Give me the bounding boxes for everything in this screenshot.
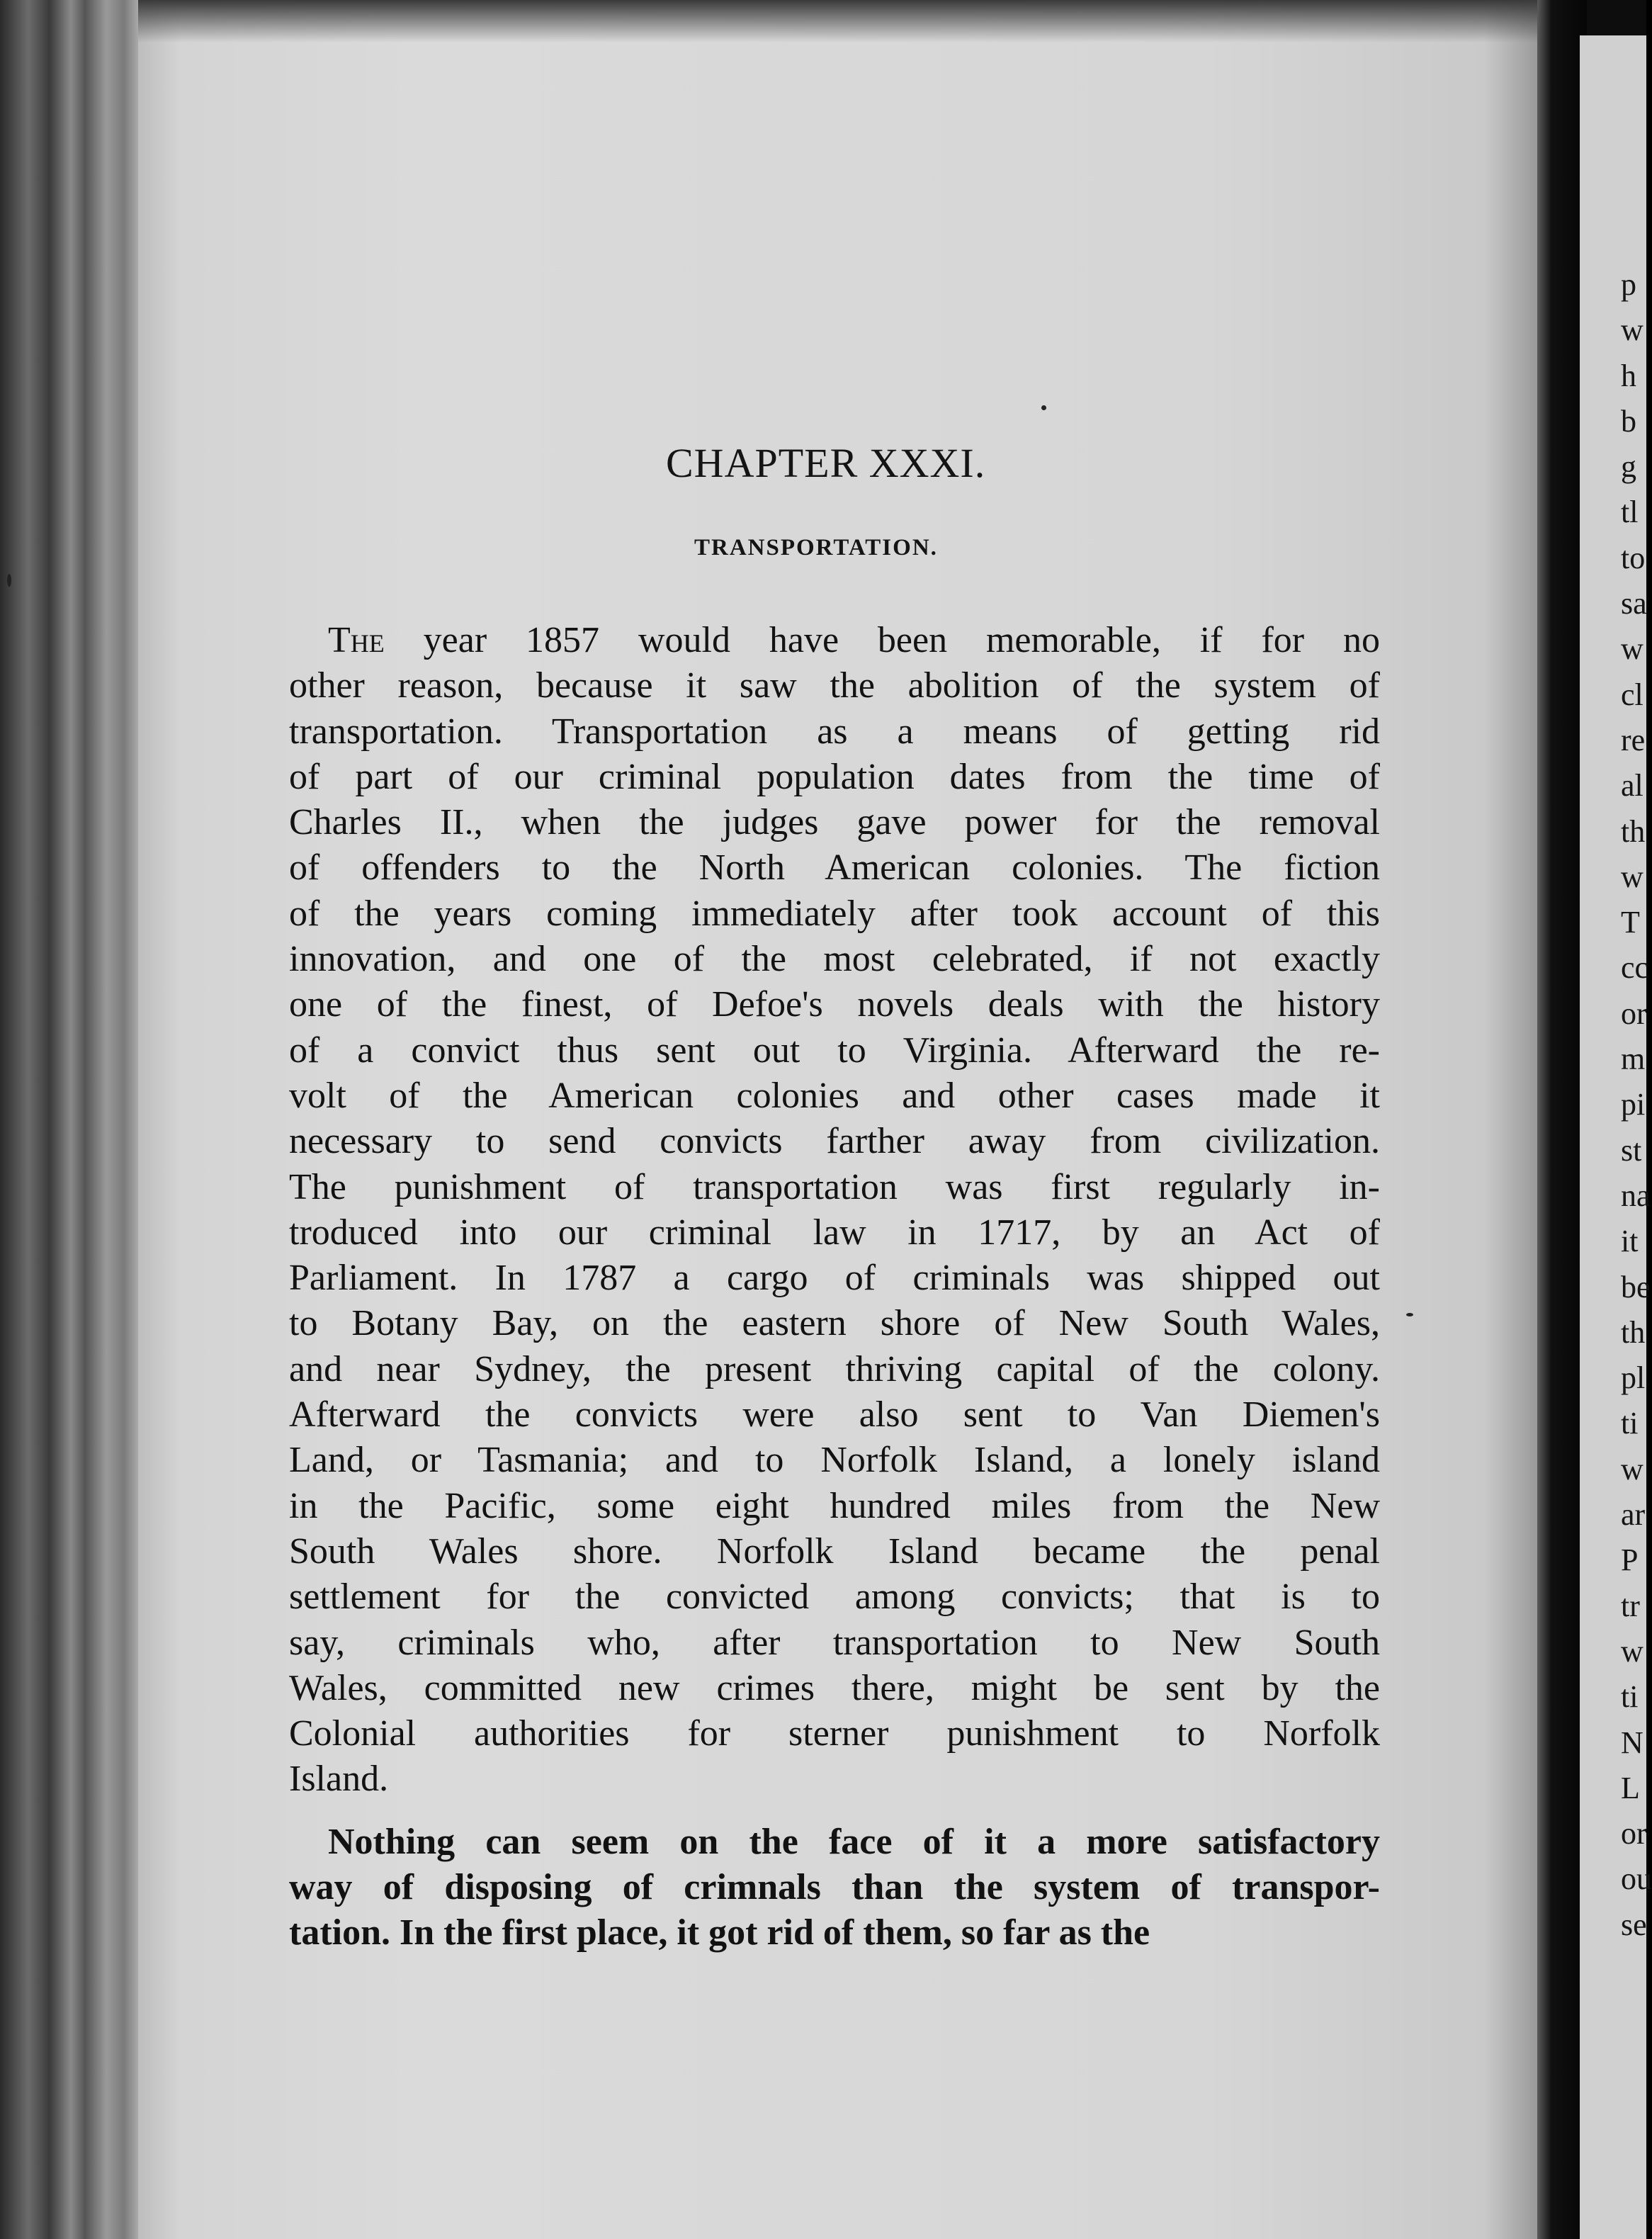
text-line: of part of our criminal population dates from the time of <box>289 756 1380 797</box>
text-line: Land, or Tasmania; and to Norfolk Island, a lonely island <box>289 1440 1380 1481</box>
text-line: settlement for the convicted among convicts; that is to <box>289 1577 1380 1618</box>
text-line: other reason, because it saw the abolition of the system of <box>289 665 1380 706</box>
text-line: The punishment of transportation was first regularly in- <box>289 1166 1380 1207</box>
text-line: Afterward the convicts were also sent to Van Diemen's <box>289 1394 1380 1436</box>
facing-page-fragment: pi <box>1621 1087 1646 1122</box>
ink-speck <box>1406 1313 1413 1316</box>
text-line: transportation. Transportation as a means of getting rid <box>289 711 1380 752</box>
section-title: TRANSPORTATION. <box>694 535 938 560</box>
facing-page-fragment: T <box>1621 905 1640 940</box>
facing-page-fragment: cc <box>1621 950 1649 986</box>
facing-page-fragment: se <box>1621 1907 1647 1942</box>
facing-page-fragment: re <box>1621 722 1646 757</box>
text-line: in the Pacific, some eight hundred miles from the New <box>289 1485 1380 1526</box>
facing-page-fragment: ar <box>1621 1497 1646 1533</box>
text-line: to Botany Bay, on the eastern shore of New South Wales, <box>289 1303 1380 1344</box>
body-text <box>289 618 1380 1956</box>
facing-page-fragment: sa <box>1621 586 1647 621</box>
text-line: Island. <box>289 1759 389 1800</box>
text-line: innovation, and one of the most celebrated, if not exactly <box>289 939 1380 980</box>
paragraph-1 <box>289 618 1380 1803</box>
text-line: volt of the American colonies and other cases made it <box>289 1075 1380 1116</box>
paragraph-2 <box>289 1820 1380 1956</box>
facing-page-fragment: g <box>1621 449 1636 485</box>
ink-speck <box>1041 405 1046 410</box>
text-line: Wales, committed new crimes there, might be sent by the <box>289 1667 1380 1708</box>
text-line: South Wales shore. Norfolk Island became the penal <box>289 1530 1380 1572</box>
text-line: of a convict thus sent out to Virginia. Afterward the re- <box>289 1030 1380 1071</box>
text-line: Charles II., when the judges gave power for the removal <box>289 802 1380 843</box>
text-line: of offenders to the North American colonies. The fiction <box>289 847 1380 889</box>
paragraph-gap <box>289 1803 1380 1820</box>
facing-page-fragment: L <box>1621 1770 1640 1805</box>
facing-page-fragment: or <box>1621 996 1647 1031</box>
text-line: necessary to send convicts farther away from civilization. <box>289 1121 1380 1162</box>
facing-page-fragment: tl <box>1621 495 1639 530</box>
facing-page-fragment: st <box>1621 1132 1642 1168</box>
text-line: one of the finest, of Defoe's novels deals with the history <box>289 984 1380 1025</box>
facing-page-fragment: w <box>1621 1451 1643 1487</box>
facing-page-fragment: ti <box>1621 1679 1639 1715</box>
facing-page-fragment: th <box>1621 1314 1646 1350</box>
facing-page-fragment: pl <box>1621 1360 1646 1396</box>
line-rest: year 1857 would have been memorable, if for no <box>384 620 1380 660</box>
facing-page-fragment: or <box>1621 1816 1647 1851</box>
text-line: way of disposing of crimnals than the system of transpor- <box>289 1867 1380 1908</box>
facing-page-fragment: w <box>1621 631 1643 667</box>
facing-page-text-fragments <box>1621 262 1652 1948</box>
facing-page-fragment: N <box>1621 1725 1643 1760</box>
text-line <box>289 618 1380 663</box>
facing-page-fragment: w <box>1621 312 1643 348</box>
facing-page-fragment: tr <box>1621 1588 1640 1623</box>
drop-lead-word: The <box>328 620 385 660</box>
facing-page-fragment: na <box>1621 1178 1651 1213</box>
facing-page-fragment: to <box>1621 540 1646 575</box>
facing-page-fragment: w <box>1621 859 1643 894</box>
left-binding-edge <box>0 0 142 2239</box>
facing-page-fragment: ti <box>1621 1406 1639 1441</box>
facing-page-fragment: it <box>1621 1224 1639 1259</box>
facing-page-fragment: al <box>1621 768 1643 803</box>
facing-page-fragment: th <box>1621 813 1646 849</box>
text-line: Nothing can seem on the face of it a more satisfactory <box>328 1821 1380 1862</box>
text-line: of the years coming immediately after took account of this <box>289 893 1380 934</box>
facing-page-fragment: cl <box>1621 677 1643 712</box>
text-line: troduced into our criminal law in 1717, by an Act of <box>289 1212 1380 1253</box>
page-top-shadow <box>138 0 1537 43</box>
facing-page-fragment: h <box>1621 358 1636 393</box>
facing-page-fragment: p <box>1621 267 1636 302</box>
facing-page-fragment: b <box>1621 403 1636 439</box>
text-line: Colonial authorities for sterner punishment to Norfolk <box>289 1713 1380 1754</box>
text-line: Parliament. In 1787 a cargo of criminals was shipped out <box>289 1258 1380 1299</box>
text-line: say, criminals who, after transportation to New South <box>289 1622 1380 1663</box>
text-line: tation. In the first place, it got rid of them, so far as the <box>289 1912 1150 1953</box>
facing-page-fragment: w <box>1621 1633 1643 1669</box>
facing-page-fragment: ou <box>1621 1861 1652 1897</box>
facing-page-fragment: m <box>1621 1042 1646 1077</box>
facing-page-fragment: P <box>1621 1543 1639 1578</box>
facing-page-fragment: be <box>1621 1269 1651 1304</box>
chapter-title: CHAPTER XXXI. <box>666 440 986 486</box>
ink-speck <box>7 574 11 587</box>
text-line: and near Sydney, the present thriving capital of the colony. <box>289 1348 1380 1389</box>
